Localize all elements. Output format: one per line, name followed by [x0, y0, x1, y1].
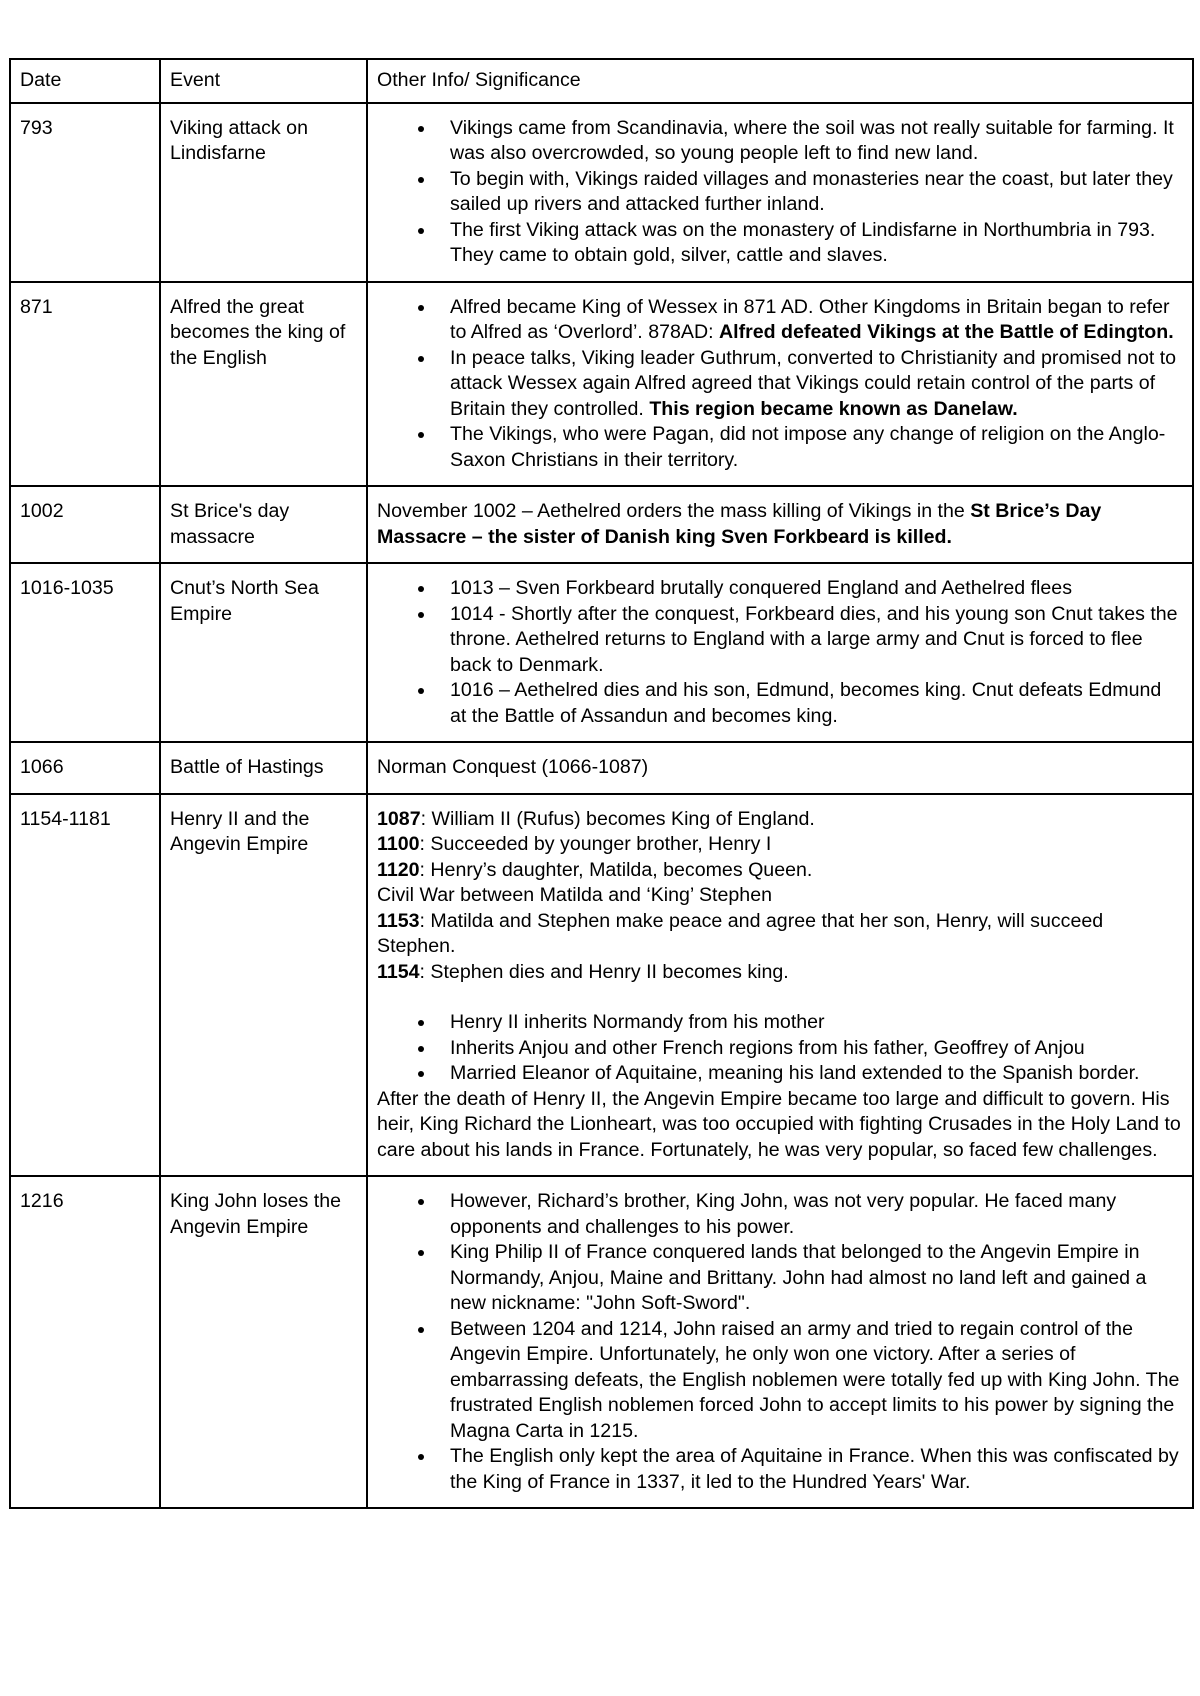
line-text: : Matilda and Stephen make peace and agree that her son, Henry, will succeed [419, 909, 1104, 932]
bullet-text: Inherits Anjou and other French regions from his father, Geoffrey of Anjou [450, 1036, 1085, 1059]
bullet-item [450, 167, 1183, 218]
bullet-text: The first Viking attack was on the monastery of Lindisfarne in Northumbria in 793. They came to obtain gold, silver, cattle and slaves. [450, 218, 1156, 266]
row-info [367, 103, 1193, 282]
row-date: 1016-1035 [10, 563, 160, 742]
line-text: : Stephen dies and Henry II becomes king. [419, 960, 789, 983]
bullet-item [450, 576, 1183, 602]
bullet-item [450, 678, 1183, 729]
info-bold-text: St Brice’s Day Massacre – the sister of Danish king Sven Forkbeard is killed. [377, 500, 1102, 548]
table-header-row [10, 59, 1193, 103]
bullet-item [450, 1240, 1183, 1317]
bullet-text: In peace talks, Viking leader Guthrum, converted to Christianity and promised not to attack Wessex again Alfred agreed that Vikings could retain control of the parts of Britain they controlled. [450, 346, 1177, 420]
bullet-text: However, Richard’s brother, King John, was not very popular. He faced many opponents and challenges to his power. [450, 1190, 1117, 1238]
row-info [367, 742, 1193, 794]
info-line [377, 832, 1183, 858]
row-event: St Brice's day massacre [160, 486, 367, 563]
row-info [367, 563, 1193, 742]
info-line [377, 807, 1183, 833]
bullet-bold-text: This region became known as Danelaw. [649, 397, 1018, 420]
info-bullet-list [377, 576, 1183, 729]
bullet-item [450, 1317, 1183, 1445]
bullet-item [450, 295, 1183, 346]
row-event: Viking attack on Lindisfarne [160, 103, 367, 282]
row-event: Battle of Hastings [160, 742, 367, 794]
bullet-text: 1016 – Aethelred dies and his son, Edmund, becomes king. Cnut defeats Edmund at the Battle of Assandun and becomes king. [450, 679, 1162, 727]
table-row [10, 1176, 1193, 1508]
row-info [367, 1176, 1193, 1508]
bullet-item [450, 422, 1183, 473]
bullet-item [450, 1036, 1183, 1062]
bullet-item [450, 1010, 1183, 1036]
bullet-text: 1013 – Sven Forkbeard brutally conquered England and Aethelred flees [450, 577, 1072, 599]
info-text: November 1002 – Aethelred orders the mass killing of Vikings in the [377, 500, 971, 522]
bullet-text: To begin with, Vikings raided villages and monasteries near the coast, but later they sailed up rivers and attacked further inland. [450, 167, 1173, 215]
year-label: 1087 [377, 807, 421, 830]
header-info: Other Info/ Significance [367, 59, 1193, 103]
row-date: 1066 [10, 742, 160, 794]
bullet-text: Married Eleanor of Aquitaine, meaning his land extended to the Spanish border. [450, 1062, 1140, 1084]
info-bullet-list [377, 1189, 1183, 1495]
bullet-item [450, 1061, 1183, 1087]
row-date: 1002 [10, 486, 160, 563]
bullet-text: Vikings came from Scandinavia, where the soil was not really suitable for farming. It was also overcrowded, so young people left to find new land. [450, 116, 1174, 164]
bullet-item [450, 346, 1183, 423]
table-row [10, 742, 1193, 794]
header-date: Date [10, 59, 160, 103]
history-timeline-table [9, 58, 1194, 1509]
info-line [377, 960, 1183, 986]
line-text: : Henry’s daughter, Matilda, becomes Queen. [419, 858, 813, 881]
year-label: 1154 [377, 960, 420, 983]
bullet-text: The English only kept the area of Aquitaine in France. When this was confiscated by the King of France in 1337, it led to the Hundred Years' War. [450, 1445, 1179, 1493]
info-line [377, 909, 1183, 935]
row-date: 871 [10, 282, 160, 487]
bullet-item [450, 1444, 1183, 1495]
bullet-text: Between 1204 and 1214, John raised an army and tried to regain control of the Angevin Empire. Unfortunately, he only won one victory. After a series of embarrassing defeats, the English noblemen were totally fed up with King John. The frustrated English noblemen forced John to accept limits to his power by signing the Magna Carta in 1215. [450, 1317, 1180, 1442]
table-row [10, 103, 1193, 282]
info-line [377, 883, 1183, 909]
bullet-text: King Philip II of France conquered lands that belonged to the Angevin Empire in Normandy, Anjou, Maine and Brittany. John had almost no land left and gained a new nickname: "John Soft-Sword". [450, 1241, 1147, 1314]
info-closing-paragraph: After the death of Henry II, the Angevin Empire became too large and difficult to govern. His heir, King Richard the Lionheart, was too occupied with fighting Crusades in the Holy Land to care about his lands in France. Fortunately, he was very popular, so faced few challenges. [377, 1087, 1181, 1161]
row-info [367, 282, 1193, 487]
year-label: 1153 [377, 909, 420, 932]
row-event: Alfred the great becomes the king of the English [160, 282, 367, 487]
row-info [367, 794, 1193, 1177]
info-line [377, 858, 1183, 884]
header-event: Event [160, 59, 367, 103]
row-event: King John loses the Angevin Empire [160, 1176, 367, 1508]
table-row [10, 486, 1193, 563]
table-row [10, 282, 1193, 487]
line-text: Stephen. [377, 935, 456, 957]
year-label: 1100 [377, 833, 420, 855]
table-row [10, 794, 1193, 1177]
row-date: 1154-1181 [10, 794, 160, 1177]
info-text: Norman Conquest (1066-1087) [377, 756, 649, 778]
row-event: Cnut’s North Sea Empire [160, 563, 367, 742]
line-text: Civil War between Matilda and ‘King’ Stephen [377, 884, 772, 906]
row-date: 1216 [10, 1176, 160, 1508]
table-row [10, 563, 1193, 742]
bullet-text: Henry II inherits Normandy from his mother [450, 1011, 825, 1033]
bullet-item [450, 1189, 1183, 1240]
row-event: Henry II and the Angevin Empire [160, 794, 367, 1177]
line-text: : Succeeded by younger brother, Henry I [419, 833, 772, 855]
bullet-text: The Vikings, who were Pagan, did not impose any change of religion on the Anglo-Saxon Christians in their territory. [450, 423, 1166, 471]
row-info [367, 486, 1193, 563]
info-bullet-list [377, 295, 1183, 474]
info-line [377, 934, 1183, 960]
info-bullet-list [377, 1010, 1183, 1087]
line-text: : William II (Rufus) becomes King of England. [420, 807, 815, 830]
bullet-text: 1014 - Shortly after the conquest, Forkbeard dies, and his young son Cnut takes the throne. Aethelred returns to England with a large army and Cnut is forced to flee back to Denmark. [450, 602, 1178, 676]
bullet-item [450, 218, 1183, 269]
bullet-text: Alfred became King of Wessex in 871 AD. Other Kingdoms in Britain began to refer to Alfred as ‘Overlord’. 878AD: [450, 295, 1170, 343]
bullet-item [450, 602, 1183, 679]
bullet-item [450, 116, 1183, 167]
bullet-bold-text: Alfred defeated Vikings at the Battle of Edington. [719, 321, 1174, 343]
year-label: 1120 [377, 858, 420, 881]
info-bullet-list [377, 116, 1183, 269]
row-date: 793 [10, 103, 160, 282]
